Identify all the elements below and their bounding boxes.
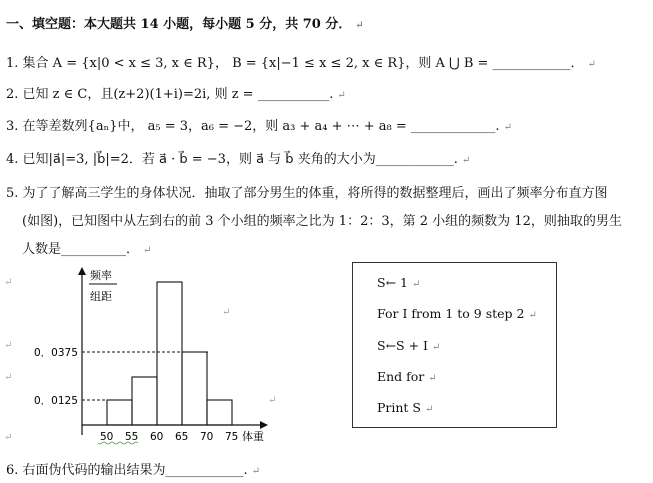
paragraph-mark: ↵ xyxy=(4,277,13,288)
x-tick-label: 55 xyxy=(125,431,139,443)
x-axis-arrow xyxy=(260,421,268,429)
x-tick-label: 75 xyxy=(225,431,239,443)
paragraph-mark: ↵ xyxy=(4,372,13,383)
paragraph-mark: ↵ xyxy=(268,395,277,406)
question-num: 4. xyxy=(6,152,19,167)
code-line: For I from 1 to 9 step 2 xyxy=(377,306,525,321)
question-4: 4. 已知|a⃗|=3, |b⃗|=2．若 a⃗ · b⃗ = −3，则 a⃗ 与 b⃗ 夹角的大小为____________. ↵ xyxy=(6,152,471,167)
histogram-bar xyxy=(132,377,157,425)
histogram-bar xyxy=(157,282,182,425)
y-tick-label: 0．0125 xyxy=(34,395,78,407)
question-text: 集合 A = {x|0 < x ≤ 3, x ∈ R}， B = {x|−1 ≤ x ≤ 2, x ∈ R}，则 A ⋃ B = ____________． xyxy=(22,56,584,71)
question-3: 3. 在等差数列{aₙ}中， a₅ = 3，a₆ = −2，则 a₃ + a₄ + ⋯ + a₈ = _____________. ↵ xyxy=(6,119,512,134)
y-label-top: 频率 xyxy=(90,269,112,282)
y-axis-arrow xyxy=(78,267,86,275)
y-label-bottom: 组距 xyxy=(90,290,112,303)
histogram-bar xyxy=(182,352,207,425)
question-text: 已知 z ∈ C，且(z+2)(1+i)=2i, 则 z = ___________. xyxy=(22,87,334,102)
paragraph-mark: ↵ xyxy=(222,307,231,318)
question-5-line-2 xyxy=(22,210,622,229)
question-5-line-1 xyxy=(6,182,608,201)
question-2: 2. 已知 z ∈ C，且(z+2)(1+i)=2i, 则 z = ___________. ↵ xyxy=(6,87,346,102)
section-header: 一、填空题：本大题共 14 小题，每小题 5 分，共 70 分． ↵ xyxy=(6,17,364,32)
question-6: 6. 右面伪代码的输出结果为____________. ↵ xyxy=(6,463,261,478)
code-line: S←S + I xyxy=(377,338,428,353)
question-1: 1. 集合 A = {x|0 < x ≤ 3, x ∈ R}， B = {x|−1 ≤ x ≤ 2, x ∈ R}，则 A ⋃ B = ____________． ↵ xyxy=(6,56,596,71)
code-line: S← 1 xyxy=(377,275,408,290)
question-num: 6. xyxy=(6,463,19,478)
question-num: 5. xyxy=(6,186,19,201)
pseudocode-box: S← 1 ↵ For I from 1 to 9 step 2 ↵ S←S + I ↵ End for ↵ Print S ↵ xyxy=(352,262,557,428)
histogram-bar xyxy=(207,400,232,425)
section-header-text: 一、填空题：本大题共 14 小题，每小题 5 分，共 70 分． xyxy=(6,17,352,32)
histogram-bar xyxy=(107,400,132,425)
question-text: 为了了解高三学生的身体状况．抽取了部分男生的体重，将所得的数据整理后，画出了频率分布直方图 xyxy=(22,186,608,201)
question-text: 已知|a⃗|=3, |b⃗|=2．若 a⃗ · b⃗ = −3，则 a⃗ 与 b⃗ 夹角的大小为____________. xyxy=(22,152,458,167)
x-tick-label: 70 xyxy=(200,431,214,443)
code-line: End for xyxy=(377,369,425,384)
x-tick-label: 50 xyxy=(100,431,114,443)
question-num: 3. xyxy=(6,119,19,134)
question-text: (如图)，已知图中从左到右的前 3 个小组的频率之比为 1：2：3，第 2 小组的频数为 12，则抽取的男生 xyxy=(22,214,622,229)
x-tick-label: 65 xyxy=(175,431,189,443)
question-text: 在等差数列{aₙ}中， a₅ = 3，a₆ = −2，则 a₃ + a₄ + ⋯ + a₈ = _____________. xyxy=(22,119,500,134)
paragraph-mark: ↵ xyxy=(4,340,13,351)
x-tick-label: 60 xyxy=(150,431,164,443)
question-num: 2. xyxy=(6,87,19,102)
question-num: 1. xyxy=(6,56,19,71)
question-5-line-3: 人数是__________． ↵ xyxy=(22,242,152,257)
frequency-histogram xyxy=(0,262,300,452)
question-text: 人数是__________． xyxy=(22,242,140,257)
question-text: 右面伪代码的输出结果为____________. xyxy=(22,463,248,478)
y-tick-label: 0．0375 xyxy=(34,347,78,359)
x-axis-label: 体重 xyxy=(242,430,264,443)
paragraph-mark: ↵ xyxy=(4,432,13,443)
code-line: Print S xyxy=(377,400,421,415)
